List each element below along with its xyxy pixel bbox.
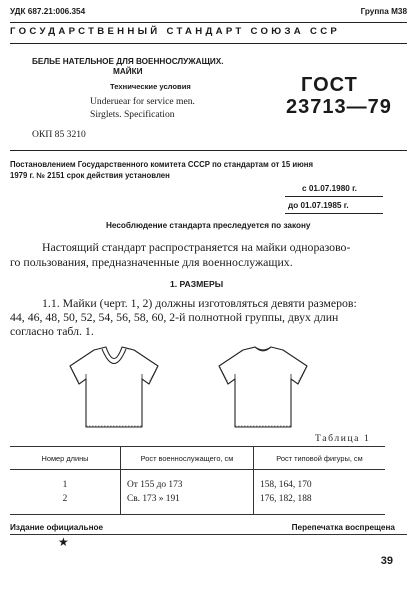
standard-banner: ГОСУДАРСТВЕННЫЙ СТАНДАРТ СОЮЗА ССР — [10, 26, 341, 37]
section-heading: 1. РАЗМЕРЫ — [170, 279, 224, 289]
legal-warning: Несоблюдение стандарта преследуется по закону — [106, 221, 311, 230]
decree-line2: 1979 г. № 2151 срок действия установлен — [10, 171, 170, 180]
table-spacer-row — [10, 470, 385, 479]
table-cell: 158, 164, 170 — [254, 478, 386, 492]
footer-rule — [10, 534, 407, 535]
table-caption: Таблица 1 — [315, 433, 371, 444]
table-cell: 176, 182, 188 — [254, 492, 386, 506]
gost-number: 23713—79 — [286, 96, 392, 118]
clause-line1: 1.1. Майки (черт. 1, 2) должны изготовляться девяти размеров: — [42, 296, 357, 310]
table-header-row — [10, 447, 385, 470]
intro-line2: го пользования, предназначенные для военнослужащих. — [10, 255, 293, 269]
group-code: Группа М38 — [360, 7, 407, 16]
official-edition-note: Издание официальное — [10, 523, 104, 532]
title-ru-subtitle: Технические условия — [110, 82, 191, 91]
title-en-line1: Underuear for service men. — [90, 96, 195, 107]
decree-line1: Постановлением Государственного комитета СССР по стандартам от 15 июня — [10, 160, 314, 169]
title-en-line2: Sirglets. Specification — [90, 109, 175, 120]
clause-line3: согласно табл. 1. — [10, 324, 94, 338]
sizes-table — [10, 446, 385, 515]
title-ru-line1: БЕЛЬЕ НАТЕЛЬНОЕ ДЛЯ ВОЕННОСЛУЖАЩИХ. — [32, 57, 224, 66]
column-header: Номер длины — [41, 453, 89, 463]
star-icon: ★ — [58, 535, 69, 549]
table-row — [10, 492, 385, 506]
okp-code: ОКП 85 3210 — [32, 129, 86, 140]
table-cell: От 155 до 173 — [121, 478, 254, 492]
table-spacer-row — [10, 506, 385, 515]
date-underline — [285, 196, 383, 197]
clause-line2: 44, 46, 48, 50, 52, 54, 56, 58, 60, 2-й полнотной группы, двух длин — [10, 310, 339, 324]
column-header: Рост типовой фигуры, см — [254, 447, 386, 470]
title-ru-line2: МАЙКИ — [113, 67, 143, 76]
gost-label: ГОСТ — [301, 74, 358, 96]
singlet-back-drawing — [215, 344, 311, 429]
udk-code: УДК 687.21:006.354 — [10, 7, 86, 16]
reprint-prohibited-note: Перепечатка воспрещена — [291, 523, 395, 532]
banner-rule — [10, 43, 407, 44]
table-cell: Св. 173 » 191 — [121, 492, 254, 506]
decree-rule — [10, 150, 407, 151]
validity-date-to: до 01.07.1985 г. — [288, 201, 349, 210]
page-number: 39 — [380, 555, 393, 567]
singlet-front-drawing — [66, 344, 162, 429]
intro-line1: Настоящий стандарт распространяется на майки одноразово- — [42, 240, 351, 254]
table-cell: 2 — [62, 494, 68, 504]
date-underline — [285, 213, 383, 214]
table-cell: 1 — [62, 480, 68, 490]
top-rule — [10, 22, 407, 23]
table-row — [10, 478, 385, 492]
validity-date-from: с 01.07.1980 г. — [302, 184, 357, 193]
column-header: Рост военнослужащего, см — [121, 447, 254, 470]
